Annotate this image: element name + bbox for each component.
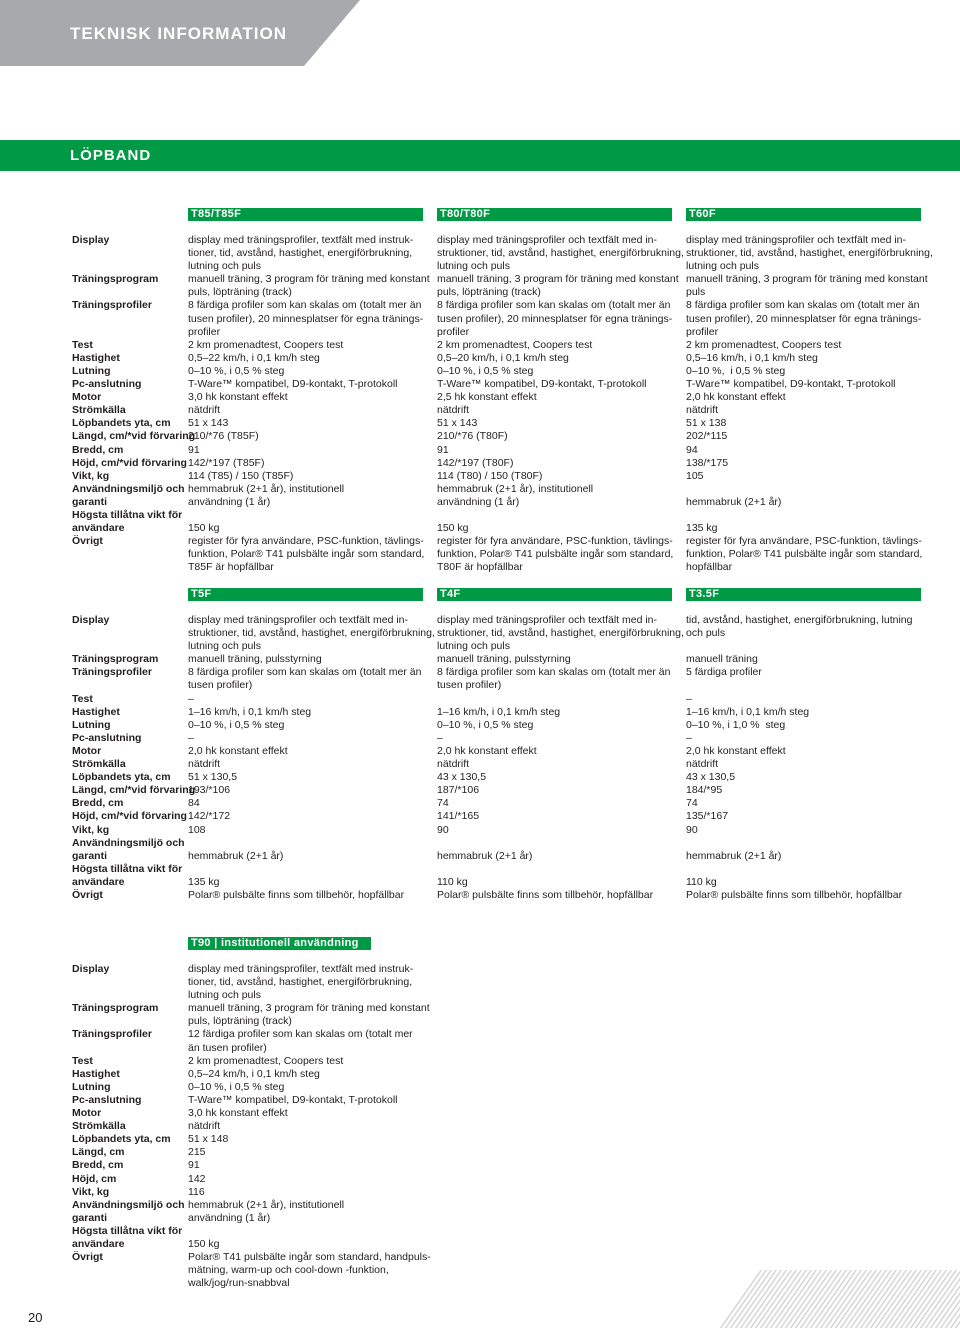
- model-specs: display med träningsprofiler och textfält med in- struktioner, tid, avstånd, hastighet, energiförbrukning, lutning och puls manuell träning, pulsstyrning 8 färdiga profiler som kan skalas om (totalt mer än tusen profiler) 1–16 km/h, i 0,1 km/h steg 0–10 %, i 0,5 % steg – 2,0 hk konstant effekt nätdrift 43 x 130,5 187/*106 74 141/*165 90 hemmabruk (2+1 år) 110 kg Polar® pulsbälte finns som tillbehör, hopfällbar: [437, 614, 684, 901]
- model-column-t60: [686, 208, 933, 574]
- model-specs: display med träningsprofiler och textfält med in- struktioner, tid, avstånd, hastighet, energiförbrukning, lutning och puls manuell träning, pulsstyrning 8 färdiga profiler som kan skalas om (totalt mer än tusen profiler) – 1–16 km/h, i 0,1 km/h steg 0–10 %, i 0,5 % steg – 2,0 hk konstant effekt nätdrift 51 x 130,5 193/*106 84 142/*172 108 hemmabruk (2+1 år) 135 kg Polar® pulsbälte finns som tillbehör, hopfällbar: [188, 614, 435, 901]
- spec-labels-block2: Display Träningsprogram Träningsprofiler Test Hastighet Lutning Pc-anslutning Motor Strömkälla Löpbandets yta, cm Längd, cm/*vid förvaring Bredd, cm Höjd, cm/*vid förvaring Vikt, kg Användningsmiljö och garanti Högsta tillåtna vikt för användare Övrigt: [72, 614, 196, 901]
- spec-labels-block3: Display Träningsprogram Träningsprofiler Test Hastighet Lutning Pc-anslutning Motor Strömkälla Löpbandets yta, cm Längd, cm Bredd, cm Höjd, cm Vikt, kg Användningsmiljö och garanti Högsta tillåtna vikt för användare Övrigt: [72, 963, 185, 1264]
- model-tag: T4F: [437, 588, 672, 601]
- spec-labels-block1: Display Träningsprogram Träningsprofiler Test Hastighet Lutning Pc-anslutning Motor Strömkälla Löpbandets yta, cm Längd, cm/*vid förvaring Bredd, cm Höjd, cm/*vid förvaring Vikt, kg Användningsmiljö och garanti Högsta tillåtna vikt för användare Övrigt: [72, 234, 196, 548]
- model-tag: T90 | institutionell användning: [188, 937, 371, 950]
- page-title: TEKNISK INFORMATION: [70, 24, 288, 43]
- model-specs: display med träningsprofiler, textfält med instruk- tioner, tid, avstånd, hastighet, energiförbrukning, lutning och puls manuell träning, 3 program för träning med konstant puls, löpträning (track) 12 färdiga profiler som kan skalas om (totalt mer än tusen profiler) 2 km promenadtest, Coopers test 0,5–24 km/h, i 0,1 km/h steg 0–10 %, i 0,5 % steg T-Ware™ kompatibel, D9-kontakt, T-protokoll 3,0 hk konstant effekt nätdrift 51 x 148 215 91 142 116 hemmabruk (2+1 år), institutionell användning (1 år) 150 kg Polar® T41 pulsbälte ingår som standard, handpuls- mätning, warm-up och cool-down -funktion, walk/jog/run-snabbval: [188, 963, 431, 1290]
- page-number: 20: [28, 1310, 43, 1325]
- model-tag: T85/T85F: [188, 208, 423, 221]
- model-specs: display med träningsprofiler och textfält med in- struktioner, tid, avstånd, hastighet, energiförbrukning, lutning och puls manuell träning, 3 program för träning med konstant puls 8 färdiga profiler som kan skalas om (totalt mer än tusen profiler), 20 minnesplatser för egna tränings- profiler 2 km promenadtest, Coopers test 0,5–16 km/h, i 0,1 km/h steg 0–10 %, i 0,5 % steg T-Ware™ kompatibel, D9-kontakt, T-protokoll 2,0 hk konstant effekt nätdrift 51 x 138 202/*115 94 138/*175 105 hemmabruk (2+1 år) 135 kg register för fyra användare, PSC-funktion, tävlings- funktion, Polar® T41 pulsbälte ingår som standard, hopfällbar: [686, 234, 933, 574]
- model-column-t85: [188, 208, 428, 574]
- model-column-t4f: [437, 588, 684, 902]
- model-specs: display med träningsprofiler, textfält med instruk- tioner, tid, avstånd, hastighet, energiförbrukning, lutning och puls manuell träning, 3 program för träning med konstant puls, löpträning (track) 8 färdiga profiler som kan skalas om (totalt mer än tusen profiler), 20 minnesplatser för egna tränings- profiler 2 km promenadtest, Coopers test 0,5–22 km/h, i 0,1 km/h steg 0–10 %, i 0,5 % steg T-Ware™ kompatibel, D9-kontakt, T-protokoll 3,0 hk konstant effekt nätdrift 51 x 143 210/*76 (T85F) 91 142/*197 (T85F) 114 (T85) / 150 (T85F) hemmabruk (2+1 år), institutionell användning (1 år) 150 kg register för fyra användare, PSC-funktion, tävlings- funktion, Polar® T41 pulsbälte ingår som standard, T85F är hopfällbar: [188, 234, 430, 574]
- model-specs: display med träningsprofiler och textfält med in- struktioner, tid, avstånd, hastighet, energiförbrukning, lutning och puls manuell träning, 3 program för träning med konstant puls, löpträning (track) 8 färdiga profiler som kan skalas om (totalt mer än tusen profiler), 20 minnesplatser för egna tränings- profiler 2 km promenadtest, Coopers test 0,5–20 km/h, i 0,1 km/h steg 0–10 %, i 0,5 % steg T-Ware™ kompatibel, D9-kontakt, T-protokoll 2,5 hk konstant effekt nätdrift 51 x 143 210/*76 (T80F) 91 142/*197 (T80F) 114 (T80) / 150 (T80F) hemmabruk (2+1 år), institutionell användning (1 år) 150 kg register för fyra användare, PSC-funktion, tävlings- funktion, Polar® T41 pulsbälte ingår som standard, T80F är hopfällbar: [437, 234, 684, 574]
- model-specs: tid, avstånd, hastighet, energiförbrukning, lutning och puls manuell träning 5 färdiga profiler – 1–16 km/h, i 0,1 km/h steg 0–10 %, i 1,0 % steg – 2,0 hk konstant effekt nätdrift 43 x 130,5 184/*95 74 135/*167 90 hemmabruk (2+1 år) 110 kg Polar® pulsbälte finns som tillbehör, hopfällbar: [686, 614, 913, 901]
- model-column-t35f: [686, 588, 926, 902]
- section-title: LÖPBAND: [70, 147, 152, 164]
- model-column-t80: [437, 208, 684, 574]
- model-tag: T3.5F: [686, 588, 921, 601]
- model-tag: T5F: [188, 588, 423, 601]
- decorative-stripes: [720, 1270, 960, 1328]
- model-tag: T60F: [686, 208, 921, 221]
- model-column-t5f: [188, 588, 435, 902]
- model-tag: T80/T80F: [437, 208, 672, 221]
- page-header: [0, 0, 960, 66]
- model-column-t90: [188, 937, 431, 1290]
- section-banner: [0, 140, 960, 171]
